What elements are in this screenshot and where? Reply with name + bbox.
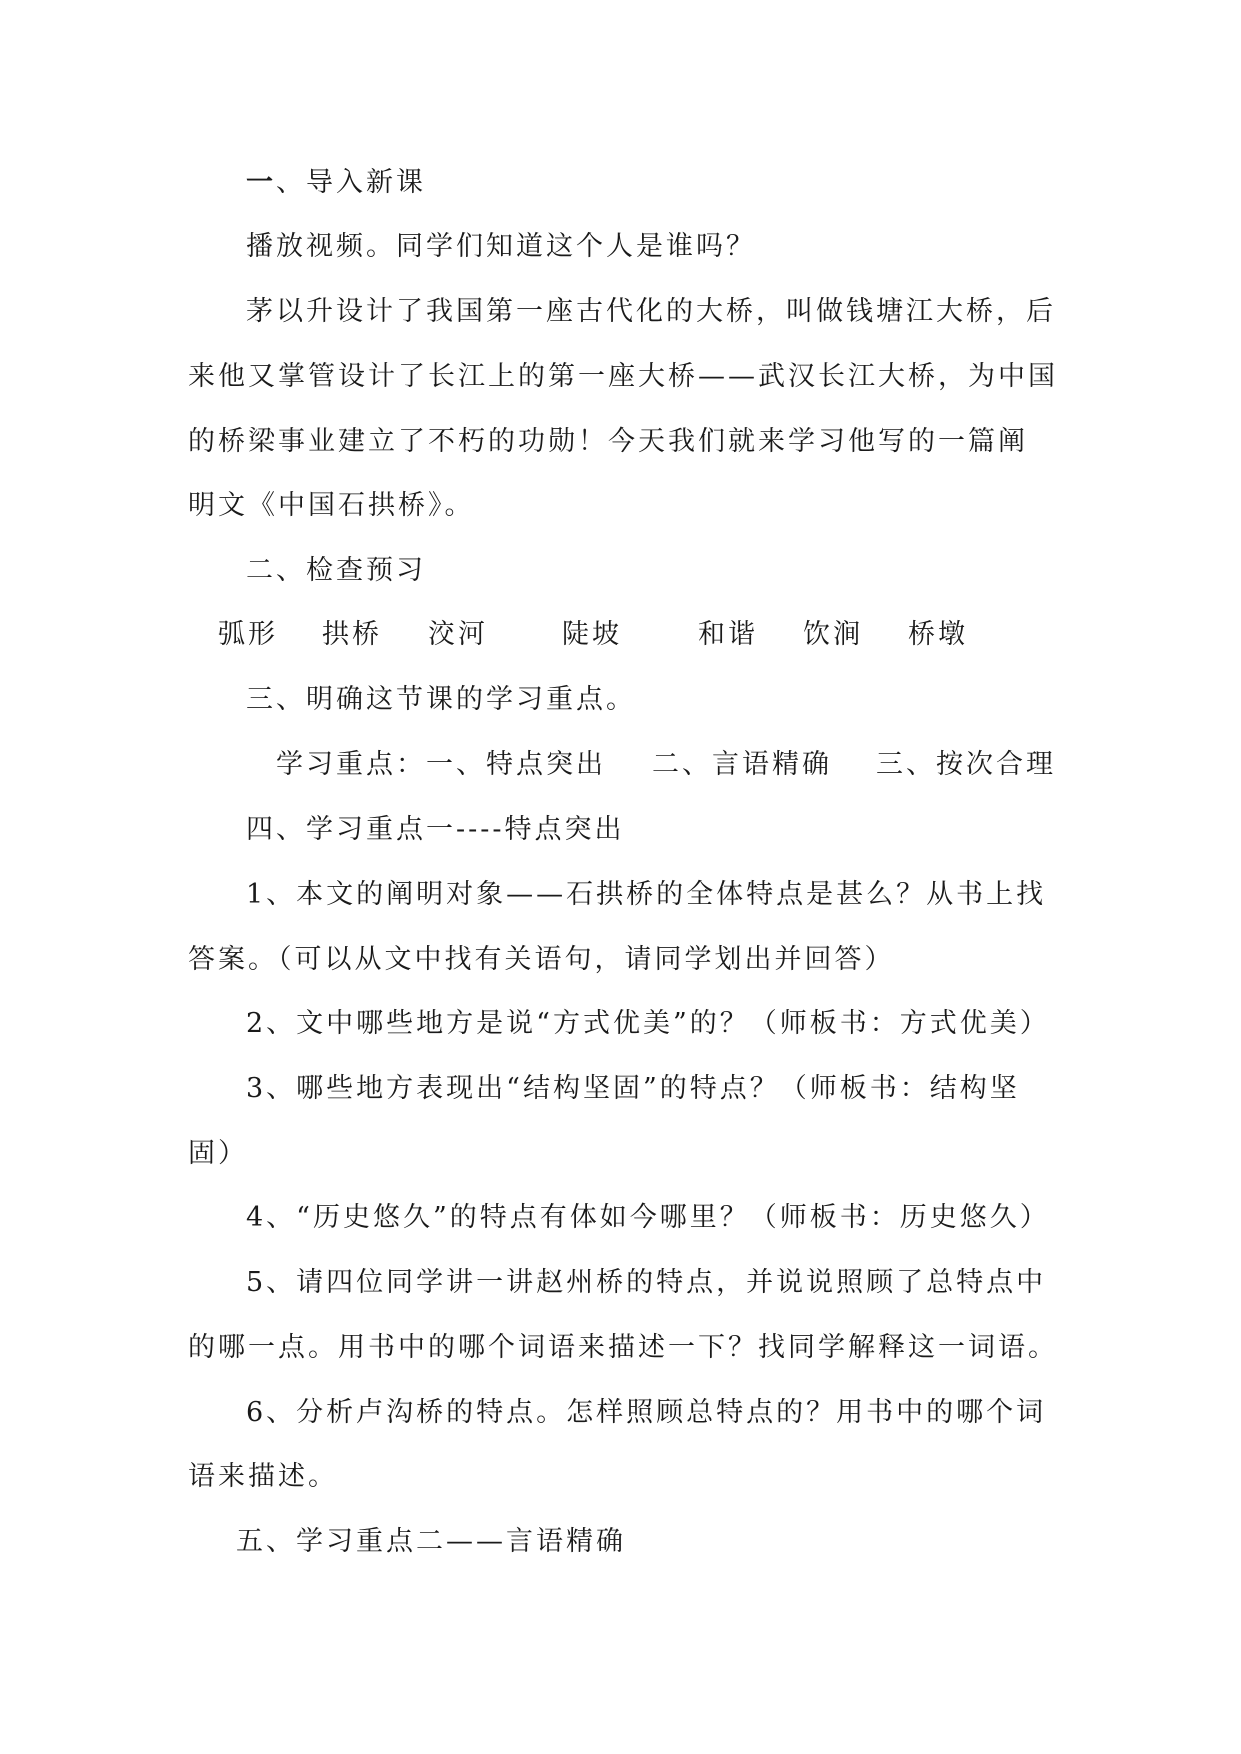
key-point-label: 学习重点：一、特点突出	[276, 749, 606, 780]
key-points-row	[0, 747, 1241, 783]
paragraph-line: 的哪一点。用书中的哪个词语来描述一下？找同学解释这一词语。	[188, 1332, 1058, 1363]
paragraph-line: 4、“历史悠久”的特点有体如今哪里？（师板书：历史悠久）	[246, 1202, 1050, 1233]
heading-section-4: 四、学习重点一----特点突出	[246, 814, 625, 845]
paragraph-line: 语来描述。	[188, 1461, 338, 1492]
paragraph-line: 1、本文的阐明对象——石拱桥的全体特点是甚么？从书上找	[246, 879, 1047, 910]
vocab-word: 和谐	[698, 619, 758, 650]
heading-text: 、导入新课	[276, 167, 426, 198]
paragraph-line: 来他又掌管设计了长江上的第一座大桥——武汉长江大桥，为中国	[188, 361, 1058, 392]
paragraph-line: 茅以升设计了我国第一座古代化的大桥，叫做钱塘江大桥，后	[246, 296, 1056, 327]
paragraph-line: 播放视频。同学们知道这个人是谁吗？	[246, 231, 756, 262]
vocab-word: 桥墩	[908, 619, 968, 650]
paragraph-line: 明文《中国石拱桥》。	[188, 490, 475, 521]
key-point: 三、按次合理	[876, 749, 1056, 780]
vocab-word: 陡坡	[562, 619, 622, 650]
vocab-word: 洨河	[428, 619, 488, 650]
paragraph-line: 固）	[188, 1138, 248, 1169]
paragraph-line: 3、哪些地方表现出“结构坚固”的特点？（师板书：结构坚	[246, 1073, 1020, 1104]
paragraph-line: 答案。（可以从文中找有关语句，请同学划出并回答）	[188, 944, 895, 975]
key-point: 二、言语精确	[652, 749, 832, 780]
vocab-word: 饮涧	[803, 619, 863, 650]
heading-section-2: 二、检查预习	[246, 555, 426, 586]
heading-section-5: 五、学习重点二——言语精确	[236, 1526, 626, 1557]
vocab-row	[0, 617, 1241, 653]
heading-section-3: 三、明确这节课的学习重点。	[246, 684, 636, 715]
heading-marker: 一	[246, 167, 276, 198]
paragraph-line: 的桥梁事业建立了不朽的功勋！今天我们就来学习他写的一篇阐	[188, 426, 1028, 457]
paragraph-line: 2、文中哪些地方是说“方式优美”的？（师板书：方式优美）	[246, 1008, 1050, 1039]
vocab-word: 弧形	[218, 619, 278, 650]
vocab-word: 拱桥	[322, 619, 382, 650]
paragraph-line: 6、分析卢沟桥的特点。怎样照顾总特点的？用书中的哪个词	[246, 1397, 1047, 1428]
paragraph-line: 5、请四位同学讲一讲赵州桥的特点，并说说照顾了总特点中	[246, 1267, 1047, 1298]
heading-section-1	[246, 165, 426, 201]
